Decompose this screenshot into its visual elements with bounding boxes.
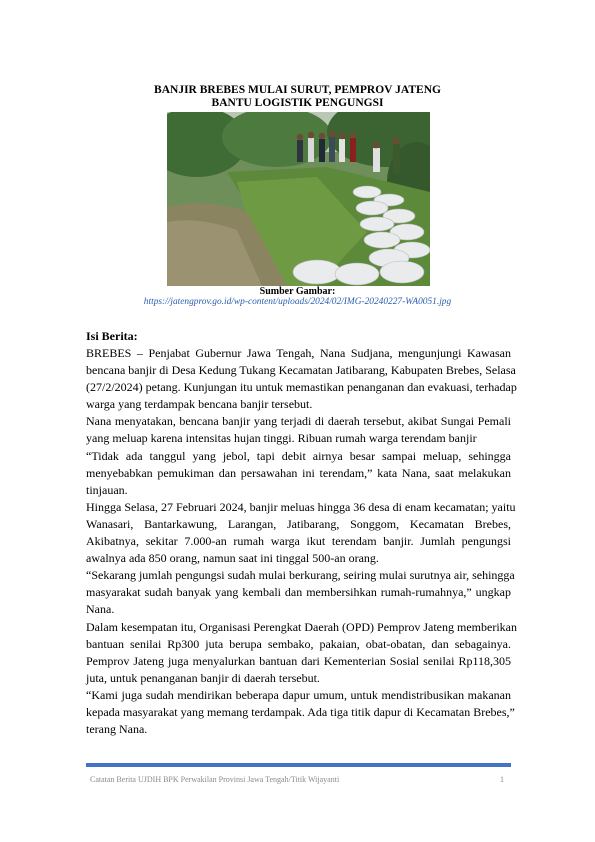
text-line: Wanasari, Bantarkawung, Larangan, Jatibarang, Songgom, Kecamatan Brebes, (86, 516, 511, 531)
text-line: yang meluap karena intensitas hujan tinggi. Ribuan rumah warga terendam banjir (86, 431, 477, 446)
text-line: terang Nana. (86, 722, 148, 737)
text-line: tinjauan. (86, 482, 128, 497)
news-title (0, 84, 595, 110)
text-line: kepada masyarakat yang memang terdampak. Ada tiga titik dapur di Kecamatan Brebes,” (86, 704, 515, 719)
text-line: “Tidak ada tanggul yang jebol, tapi debit airnya besar sampai meluap, sehingga (86, 448, 511, 463)
text-line: juta, untuk penanganan banjir di daerah tersebut. (86, 670, 320, 685)
title-line-1: BANJIR BREBES MULAI SURUT, PEMPROV JATENG (154, 84, 441, 96)
text-line: bantuan senilai Rp300 juta berupa sembako, pakaian, obat-obatan, dan sebagainya. (86, 636, 511, 651)
text-line: Hingga Selasa, 27 Februari 2024, banjir meluas hingga 36 desa di enam kecamatan; yaitu (86, 499, 516, 514)
paragraph (86, 345, 517, 413)
text-line: Nana menyatakan, bencana banjir yang terjadi di daerah tersebut, akibat Sungai Pemali (86, 414, 511, 429)
paragraph (86, 619, 517, 687)
text-line: Akibatnya, sekitar 7.000-an rumah warga ikut terendam banjir. Jumlah pengungsi (86, 534, 511, 549)
text-line: bencana banjir di Desa Kedung Tukang Kecamatan Jatibarang, Kabupaten Brebes, Selasa (86, 363, 516, 378)
paragraph (86, 448, 511, 499)
footer-divider (86, 763, 511, 767)
page-number: 1 (500, 775, 504, 784)
text-line: menyebabkan pemukiman dan persawahan ini terendam,” kata Nana, saat melakukan (86, 465, 511, 480)
image-source-link[interactable]: https://jatengprov.go.id/wp-content/uploads/2024/02/IMG-20240227-WA0051.jpg (143, 297, 452, 307)
article-body (86, 328, 517, 738)
text-line: “Sekarang jumlah pengungsi sudah mulai berkurang, seiring mulai surutnya air, sehingga (86, 568, 515, 583)
footer-text: Catatan Berita UJDIH BPK Perwakilan Provinsi Jawa Tengah/Titik Wijayanti (90, 775, 340, 784)
paragraph (86, 499, 516, 567)
text-line: Pemprov Jateng juga menyalurkan bantuan dari Kementerian Sosial senilai Rp118,305 (86, 653, 511, 668)
image-source-label: Sumber Gambar: (259, 286, 336, 297)
text-line: “Kami juga sudah mendirikan beberapa dapur umum, untuk mendistribusikan makanan (86, 687, 511, 702)
paragraph (86, 413, 511, 447)
title-line-2: BANTU LOGISTIK PENGUNGSI (211, 97, 384, 109)
flood-photo (167, 112, 430, 286)
text-line: masyarakat sudah banyak yang kembali dan membersihkan rumah-rumahnya,” ungkap (86, 585, 511, 600)
text-line: (27/2/2024) petang. Kunjungan itu untuk memastikan penanganan dan evakuasi, terhadap (86, 380, 517, 395)
paragraph (86, 687, 515, 738)
paragraph (86, 567, 515, 618)
text-line: BREBES – Penjabat Gubernur Jawa Tengah, Nana Sudjana, mengunjungi Kawasan (86, 346, 511, 360)
text-line: Nana. (86, 602, 115, 617)
text-line: warga yang terdampak bencana banjir tersebut. (86, 397, 313, 412)
text-line: Dalam kesempatan itu, Organisasi Perengkat Daerah (OPD) Pemprov Jateng memberikan (86, 619, 517, 634)
text-line: awalnya ada 850 orang, namun saat ini tinggal 500-an orang. (86, 551, 379, 566)
body-heading: Isi Berita: (86, 329, 138, 343)
